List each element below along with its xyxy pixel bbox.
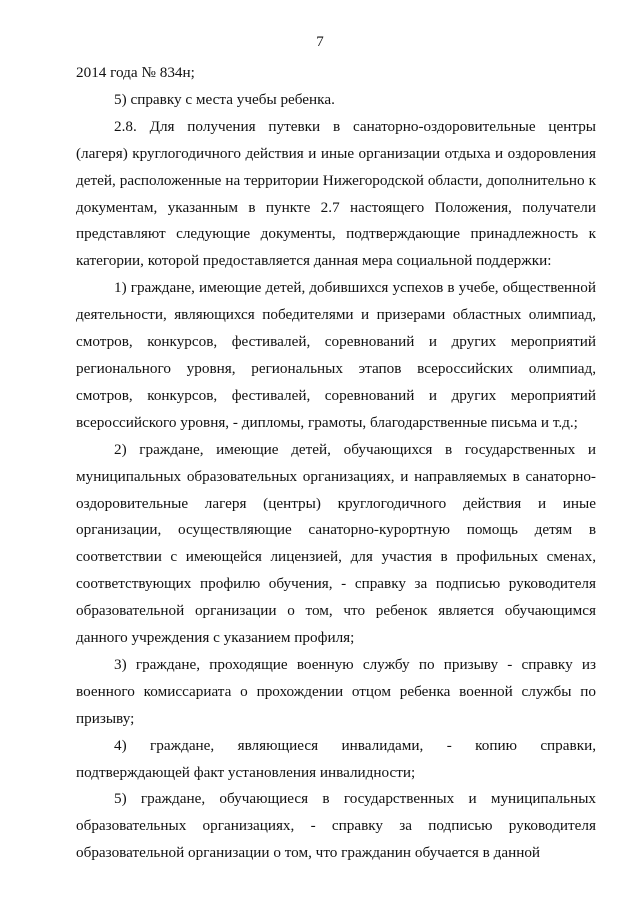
list-item-1-achievements: 1) граждане, имеющие детей, добившихся успехов в учебе, общественной деятельности, являющихся победителями и призерами областных олимпиад, смотров, конкурсов, фестивалей, соревнований и других мероприятий регионального уровня, региональных этапов всероссийских олимпиад, смотров, конкурсов, фестивалей, соревнований и других мероприятий всероссийского уровня, - дипломы, грамоты, благодарственные письма и т.д.;: [76, 279, 596, 431]
paragraph-continuation: 2014 года № 834н;: [76, 64, 195, 81]
page-number: 7: [316, 34, 324, 50]
document-body: [76, 60, 596, 867]
list-item-4-disability: 4) граждане, являющиеся инвалидами, - копию справки, подтверждающей факт установления инвалидности;: [76, 736, 596, 781]
clause-2-8: 2.8. Для получения путевки в санаторно-оздоровительные центры (лагеря) круглогодичного действия и иные организации отдыха и оздоровления детей, расположенные на территории Нижегородской области, дополнительно к документам, указанным в пункте 2.7 настоящего Положения, получатели представляют следующие документы, подтверждающие принадлежность к категории, которой предоставляется данная мера социальной поддержки:: [76, 117, 596, 270]
list-item-3-military-service: 3) граждане, проходящие военную службу по призыву - справку из военного комиссариата о прохождении отцом ребенка военной службы по призыву;: [76, 655, 596, 727]
list-item-5-students: 5) граждане, обучающиеся в государственных и муниципальных образовательных организациях, - справку за подписью руководителя образовательной организации о том, что гражданин обучается в данной: [76, 790, 596, 862]
list-item-2-profile-shifts: 2) граждане, имеющие детей, обучающихся в государственных и муниципальных образовательных организациях, и направляемых в санаторно-оздоровительные лагеря (центры) круглогодичного действия и иные организации, осуществляющие санаторно-курортную помощь детям в соответствии с имеющейся лицензией, для участия в профильных сменах, соответствующих профилю обучения, - справку за подписью руководителя образовательной организации о том, что ребенок является обучающимся данного учреждения с указанием профиля;: [76, 440, 596, 647]
list-item-5-school-certificate: 5) справку с места учебы ребенка.: [114, 90, 335, 108]
